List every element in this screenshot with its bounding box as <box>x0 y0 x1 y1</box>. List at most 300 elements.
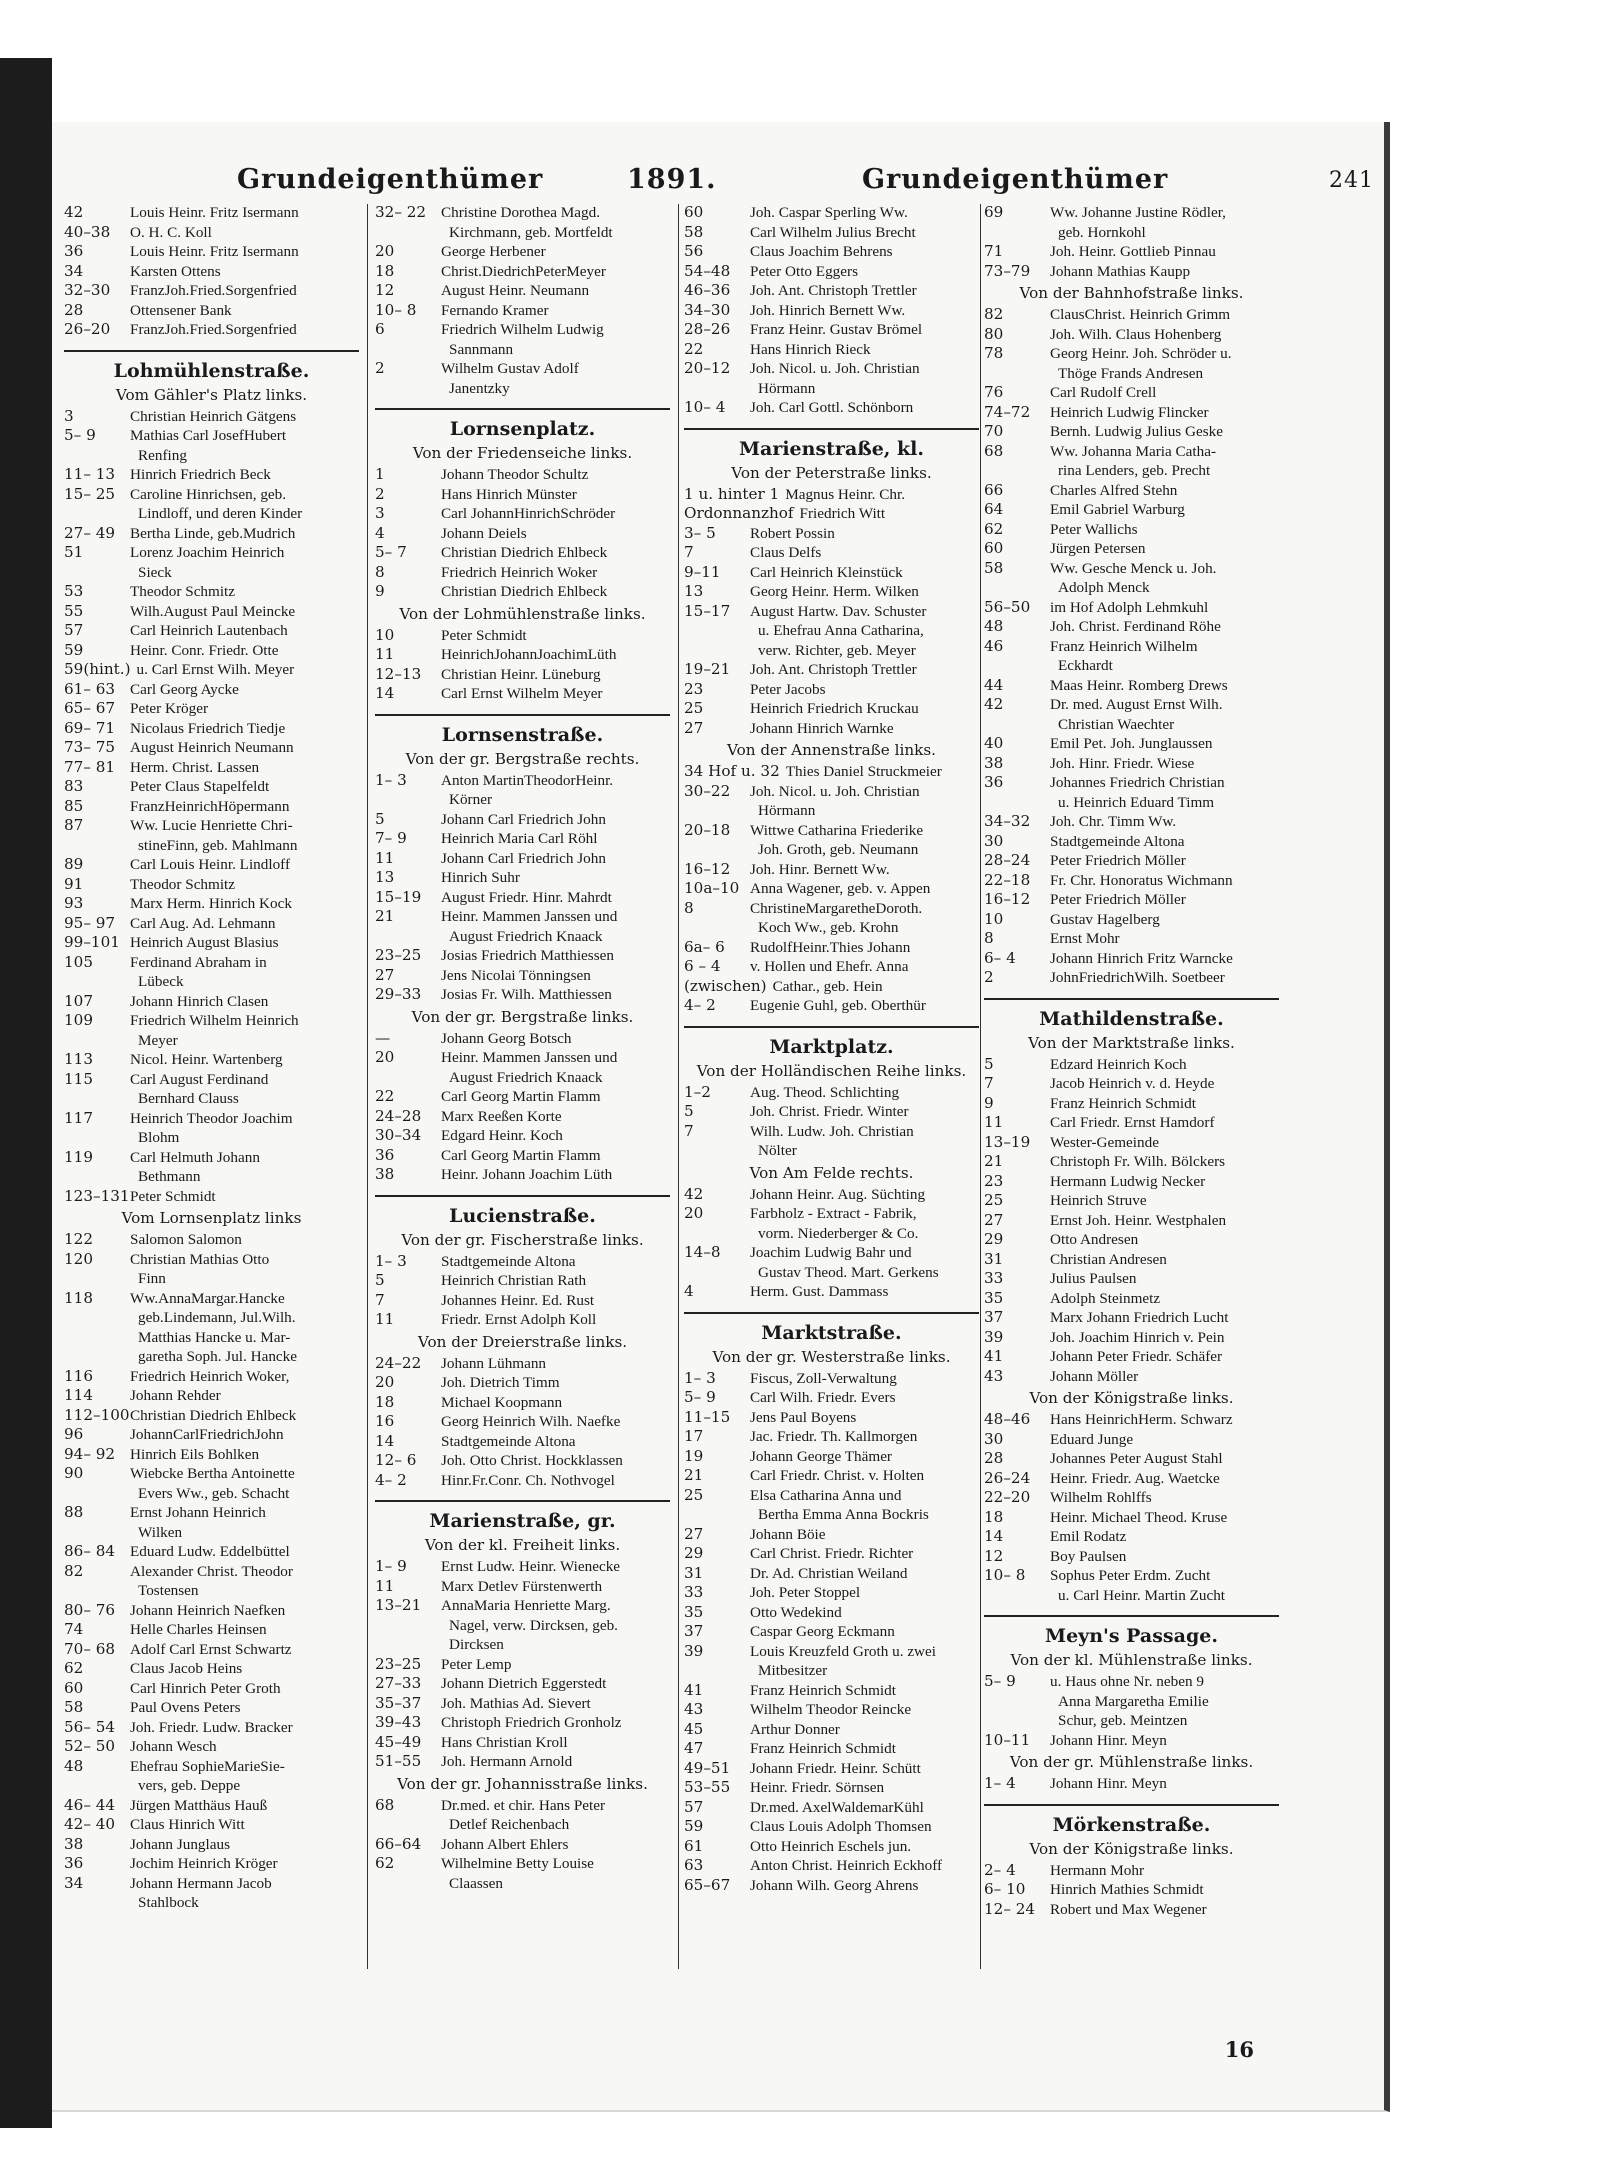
owner-name: Heinrich Theodor Joachim <box>130 1109 293 1127</box>
directory-entry <box>684 899 979 919</box>
owner-name: Renfing <box>138 446 187 464</box>
owner-name: Heinrich Struve <box>1050 1192 1147 1209</box>
directory-entry <box>984 559 1279 579</box>
owner-name: Carl Georg Aycke <box>130 680 239 698</box>
owner-name: Peter Wallichs <box>1050 520 1138 538</box>
owner-name: Joh. Ant. Christoph Trettler <box>750 282 917 299</box>
directory-entry <box>984 262 1279 282</box>
house-number: 70 <box>984 422 1004 440</box>
owner-name: Caroline Hinrichsen, geb. <box>130 485 287 503</box>
house-number: 19–21 <box>684 660 731 678</box>
owner-name: Johann Mathias Kaupp <box>1050 262 1191 280</box>
directory-entry <box>984 1347 1279 1367</box>
directory-entry <box>64 680 359 700</box>
directory-entry <box>375 320 670 340</box>
house-number: 11 <box>375 1310 395 1328</box>
owner-name: Nicol. Heinr. Wartenberg <box>130 1051 283 1068</box>
directory-entry <box>375 1126 670 1146</box>
directory-entry <box>984 242 1279 262</box>
owner-name: Franz Heinrich Schmidt <box>1050 1094 1196 1112</box>
owner-name: Dr.med. AxelWaldemarKühl <box>750 1798 924 1816</box>
owner-name: August Friedrich Knaack <box>449 927 603 945</box>
owner-name: Friedrich Wilhelm Heinrich <box>130 1012 299 1029</box>
owner-name: Carl Louis Heinr. Lindloff <box>130 856 291 873</box>
house-number: 80 <box>984 324 1004 343</box>
owner-name: Joh. Groth, geb. Neumann <box>758 841 919 858</box>
house-number: 3 <box>375 504 385 522</box>
house-number: 89 <box>64 855 84 873</box>
house-number: 46– 44 <box>64 1795 116 1814</box>
owner-name: Heinrich Friedrich Kruckau <box>750 700 919 717</box>
directory-entry <box>375 1557 670 1577</box>
house-number: 8 <box>375 562 385 581</box>
owner-name: Hinrich Mathies Schmidt <box>1050 1881 1204 1898</box>
owner-continuation <box>984 715 1279 735</box>
directory-entry <box>984 203 1279 223</box>
house-number: 7– 9 <box>375 829 407 847</box>
house-number: 90 <box>64 1464 84 1482</box>
owner-name: Maas Heinr. Romberg Drews <box>1050 676 1228 694</box>
owner-name: Louis Kreuzfeld Groth u. zwei <box>750 1642 936 1660</box>
directory-entry <box>375 1373 670 1393</box>
house-number: 6– 4 <box>984 948 1016 967</box>
owner-name: FranzHeinrichHöpermann <box>130 797 290 815</box>
owner-name: Heinrich Ludwig Flincker <box>1050 403 1209 421</box>
house-number: 30 <box>984 831 1004 850</box>
directory-entry <box>375 504 670 524</box>
owner-continuation <box>64 836 359 856</box>
owner-name: Johann Carl Friedrich John <box>441 849 606 867</box>
owner-name: Joh. Christ. Friedr. Winter <box>750 1103 909 1120</box>
directory-entry <box>64 1070 359 1090</box>
owner-continuation <box>984 364 1279 384</box>
house-number: 113 <box>64 1050 93 1068</box>
owner-name: Claus Joachim Behrens <box>750 243 893 260</box>
house-number: 109 <box>64 1011 93 1029</box>
house-number: 25 <box>684 1485 704 1504</box>
directory-entry <box>64 1796 359 1816</box>
owner-name: Hans Hinrich Rieck <box>750 340 871 358</box>
owner-name: Edzard Heinrich Koch <box>1050 1055 1187 1073</box>
owner-name: Franz Heinrich Schmidt <box>750 1740 896 1757</box>
owner-name: Ernst Ludw. Heinr. Wienecke <box>441 1558 621 1575</box>
directory-entry <box>984 1328 1279 1348</box>
owner-name: Heinrich Maria Carl Röhl <box>441 830 598 847</box>
house-number: 112–100 <box>64 1405 130 1424</box>
house-number: 16 <box>375 1412 395 1430</box>
house-number: 41 <box>684 1680 704 1699</box>
directory-entry <box>64 1562 359 1582</box>
house-number: 69– 71 <box>64 718 116 737</box>
house-number: 73–79 <box>984 261 1031 280</box>
directory-entry <box>684 359 979 379</box>
house-number: (zwischen) <box>684 976 767 995</box>
owner-continuation <box>64 1581 359 1601</box>
house-number: 12 <box>984 1546 1004 1565</box>
directory-entry <box>64 1503 359 1523</box>
house-number: 76 <box>984 383 1004 401</box>
house-number: 34–30 <box>684 300 731 319</box>
owner-name: Nölter <box>758 1142 797 1159</box>
owner-name: Meyer <box>138 1031 178 1049</box>
house-number: 37 <box>684 1622 704 1640</box>
owner-continuation <box>64 1347 359 1367</box>
directory-entry <box>64 1289 359 1309</box>
column-divider <box>980 204 981 1969</box>
owner-name: FranzJoh.Fried.Sorgenfried <box>130 321 297 338</box>
house-number: 9–11 <box>684 562 721 581</box>
house-number: 5– 9 <box>684 1388 716 1406</box>
house-number: 27– 49 <box>64 523 116 542</box>
owner-name: Joh. Wilh. Claus Hohenberg <box>1050 325 1222 343</box>
owner-name: Peter Friedrich Möller <box>1050 891 1186 908</box>
owner-name: Jacob Heinrich v. d. Heyde <box>1050 1075 1215 1092</box>
house-number: 39 <box>684 1641 704 1660</box>
directory-entry <box>64 797 359 817</box>
house-number: 56– 54 <box>64 1717 116 1736</box>
house-number: 119 <box>64 1147 93 1166</box>
directory-entry <box>375 1271 670 1291</box>
column-1 <box>64 203 359 2003</box>
house-number: 18 <box>375 1392 395 1411</box>
owner-name: Peter Otto Eggers <box>750 262 858 280</box>
owner-name: Franz Heinr. Gustav Brömel <box>750 321 923 338</box>
owner-continuation <box>984 656 1279 676</box>
house-number: 1– 4 <box>984 1774 1016 1792</box>
directory-entry <box>684 996 979 1016</box>
house-number: 27 <box>684 718 704 737</box>
owner-name: Christian Diedrich Ehlbeck <box>441 583 608 600</box>
column-divider <box>678 204 679 1969</box>
street-heading: Lornsenplatz. <box>375 408 670 440</box>
house-number: 6 <box>375 320 385 338</box>
owner-name: Adolph Menck <box>1058 579 1150 596</box>
owner-name: Koch Ww., geb. Krohn <box>758 919 899 936</box>
owner-name: Wester-Gemeinde <box>1050 1133 1159 1151</box>
house-number: 7 <box>684 543 694 561</box>
directory-entry <box>64 1718 359 1738</box>
directory-entry <box>64 1815 359 1835</box>
owner-name: Theodor Schmitz <box>130 583 236 600</box>
house-number: 23 <box>984 1171 1004 1190</box>
house-number: 36 <box>64 242 84 260</box>
house-number: 23–25 <box>375 946 422 964</box>
owner-name: Heinr. Mammen Janssen und <box>441 908 618 925</box>
owner-continuation <box>684 1141 979 1161</box>
owner-name: Claus Louis Adolph Thomsen <box>750 1818 932 1835</box>
street-heading: Lucienstraße. <box>375 1195 670 1227</box>
directory-entry <box>64 602 359 622</box>
house-number: 68 <box>984 441 1004 460</box>
directory-entry <box>984 1308 1279 1328</box>
house-number: 80– 76 <box>64 1600 116 1619</box>
house-number: 11 <box>984 1113 1004 1131</box>
house-number: 14 <box>984 1527 1004 1545</box>
house-number: 77– 81 <box>64 757 116 776</box>
owner-name: Johann Friedr. Heinr. Schütt <box>750 1759 921 1777</box>
house-number: 1–2 <box>684 1082 711 1101</box>
owner-name: RudolfHeinr.Thies Johann <box>750 938 911 956</box>
directory-entry <box>984 617 1279 637</box>
directory-entry <box>64 1367 359 1387</box>
directory-entry <box>64 1011 359 1031</box>
directory-entry <box>64 1854 359 1874</box>
directory-entry <box>684 485 979 505</box>
owner-name: Johann Wesch <box>130 1738 217 1755</box>
house-number: 61 <box>684 1836 704 1855</box>
owner-continuation <box>684 918 979 938</box>
house-number: 59 <box>64 640 84 659</box>
owner-continuation <box>375 379 670 399</box>
owner-name: Hans HeinrichHerm. Schwarz <box>1050 1411 1233 1428</box>
owner-name: Johann Albert Ehlers <box>441 1835 569 1853</box>
directory-entry <box>984 1367 1279 1387</box>
owner-continuation <box>375 1635 670 1655</box>
owner-name: Kirchmann, geb. Mortfeldt <box>449 223 613 241</box>
directory-entry <box>64 203 359 223</box>
directory-entry <box>375 966 670 986</box>
owner-continuation <box>64 1308 359 1328</box>
owner-name: Johann Möller <box>1050 1367 1139 1385</box>
owner-name: Joh. Mathias Ad. Sievert <box>441 1694 591 1712</box>
directory-entry <box>984 1410 1279 1430</box>
house-number: 117 <box>64 1108 93 1127</box>
house-number: 7 <box>984 1074 994 1092</box>
owner-name: Wilh. Ludw. Joh. Christian <box>750 1122 914 1140</box>
house-number: 35 <box>684 1602 704 1621</box>
house-number: 93 <box>64 894 84 912</box>
direction-note: Von der Königstraße links. <box>1029 1389 1234 1407</box>
directory-entry <box>64 1640 359 1660</box>
owner-name: Bertha Emma Anna Bockris <box>758 1506 929 1523</box>
house-number: 1– 3 <box>684 1368 716 1387</box>
directory-entry <box>64 262 359 282</box>
owner-name: Ww. Johanna Maria Catha- <box>1050 442 1217 460</box>
street-heading: Lohmühlenstraße. <box>64 350 359 382</box>
owner-name: Claus Hinrich Witt <box>130 1816 245 1833</box>
directory-entry <box>64 758 359 778</box>
owner-name: Marx Johann Friedrich Lucht <box>1050 1309 1229 1326</box>
owner-name: Otto Andresen <box>1050 1231 1139 1248</box>
directory-entry <box>984 1172 1279 1192</box>
directory-entry <box>375 1412 670 1432</box>
directory-entry <box>64 699 359 719</box>
house-number: 11 <box>375 1576 395 1595</box>
directory-entry <box>684 504 979 524</box>
owner-name: Karsten Ottens <box>130 262 221 280</box>
street-heading: Mörkenstraße. <box>984 1804 1279 1836</box>
house-number: 59(hint.) <box>64 660 131 678</box>
house-number: 118 <box>64 1288 93 1307</box>
direction-note: Von der Holländischen Reihe links. <box>696 1061 967 1080</box>
house-number: 38 <box>984 753 1004 772</box>
owner-name: Wilhelm Rohlffs <box>1050 1489 1152 1506</box>
house-number: 86– 84 <box>64 1542 116 1560</box>
house-number: 30–34 <box>375 1126 422 1144</box>
directory-entry <box>375 1146 670 1166</box>
owner-name: HeinrichJohannJoachimLüth <box>441 646 617 663</box>
directory-page <box>52 122 1390 2112</box>
house-number: 74–72 <box>984 402 1031 421</box>
house-number: 5 <box>375 1271 385 1289</box>
owner-name: Ernst Johann Heinrich <box>130 1504 266 1521</box>
house-number: 28–26 <box>684 320 731 338</box>
house-number: 66–64 <box>375 1834 422 1853</box>
house-number: 82 <box>984 305 1004 323</box>
house-number: Ordonnanzhof <box>684 504 794 522</box>
directory-entry <box>64 641 359 661</box>
owner-name: Anna Margaretha Emilie <box>1058 1692 1209 1710</box>
directory-entry <box>684 1856 979 1876</box>
directory-entry <box>375 1796 670 1816</box>
owner-name: Hans Hinrich Münster <box>441 485 577 503</box>
directory-entry <box>984 1527 1279 1547</box>
directory-entry <box>684 281 979 301</box>
owner-name: Joh. Carl Gottl. Schönborn <box>750 399 914 416</box>
house-number: 96 <box>64 1425 84 1443</box>
direction-note: Von der gr. Bergstraße links. <box>411 1007 634 1026</box>
owner-name: Caspar Georg Eckmann <box>750 1623 895 1640</box>
owner-name: Anna Wagener, geb. v. Appen <box>750 880 931 897</box>
owner-name: Gustav Hagelberg <box>1050 910 1160 928</box>
directory-entry <box>684 1603 979 1623</box>
owner-name: Johann Heinr. Aug. Süchting <box>750 1185 926 1203</box>
directory-entry <box>984 929 1279 949</box>
house-number: 45–49 <box>375 1732 422 1751</box>
directory-entry <box>375 1471 670 1491</box>
owner-name: Bernh. Ludwig Julius Geske <box>1050 423 1223 440</box>
owner-continuation <box>375 1874 670 1894</box>
house-number: 46 <box>984 636 1004 655</box>
directory-entry <box>684 398 979 418</box>
owner-name: Emil Gabriel Warburg <box>1050 501 1185 518</box>
house-number: 53–55 <box>684 1778 731 1796</box>
owner-name: Johann Heinrich Naefken <box>130 1601 286 1619</box>
house-number: 4 <box>684 1282 694 1300</box>
owner-name: Claus Delfs <box>750 544 822 561</box>
owner-name: Carl JohannHinrichSchröder <box>441 505 616 522</box>
directory-entry <box>684 1102 979 1122</box>
owner-continuation <box>684 1505 979 1525</box>
direction-note: Vom Gähler's Platz links. <box>115 385 308 404</box>
directory-entry <box>375 1432 670 1452</box>
owner-name: Paul Ovens Peters <box>130 1699 241 1716</box>
owner-name: August Heinrich Neumann <box>130 739 294 756</box>
directory-entry <box>984 734 1279 754</box>
directory-entry <box>984 1113 1279 1133</box>
directory-entry <box>375 829 670 849</box>
owner-name: Carl Heinrich Kleinstück <box>750 563 903 581</box>
owner-name: Jürgen Petersen <box>1050 540 1146 557</box>
house-number: 15–19 <box>375 887 422 906</box>
owner-name: Wittwe Catharina Friederike <box>750 821 924 839</box>
house-number: 95– 97 <box>64 913 116 932</box>
house-number: 23–25 <box>375 1654 422 1673</box>
owner-name: Christian Diedrich Ehlbeck <box>130 1406 297 1424</box>
street-heading: Marienstraße, gr. <box>375 1500 670 1532</box>
directory-entry <box>64 1698 359 1718</box>
owner-continuation <box>684 1661 979 1681</box>
owner-name: Joh. Caspar Sperling Ww. <box>750 204 908 221</box>
directory-entry <box>984 890 1279 910</box>
house-number: 11 <box>375 645 395 663</box>
owner-name: Sannmann <box>449 340 514 358</box>
directory-entry <box>64 1230 359 1250</box>
house-number: 17 <box>684 1427 704 1445</box>
house-number: 28 <box>984 1449 1004 1467</box>
directory-entry <box>375 1713 670 1733</box>
house-number: 39 <box>984 1327 1004 1346</box>
directory-entry <box>375 810 670 830</box>
directory-entry <box>684 543 979 563</box>
house-number: 37 <box>984 1308 1004 1326</box>
house-number: 34 <box>64 1873 84 1892</box>
directory-entry <box>64 1601 359 1621</box>
owner-name: Hermann Mohr <box>1050 1861 1145 1879</box>
house-number: 62 <box>64 1659 84 1677</box>
owner-name: Marx Herm. Hinrich Kock <box>130 895 292 912</box>
owner-name: Ferdinand Abraham in <box>130 953 267 971</box>
owner-name: Herm. Gust. Dammass <box>750 1283 889 1300</box>
owner-name: Johann Junglaus <box>130 1835 230 1853</box>
house-number: 22–20 <box>984 1488 1031 1506</box>
owner-name: Johann Rehder <box>130 1387 221 1404</box>
house-number: 58 <box>684 222 704 241</box>
owner-name: Joh. Chr. Timm Ww. <box>1050 813 1177 830</box>
owner-name: Carl Georg Martin Flamm <box>441 1146 601 1164</box>
owner-name: Joh. Nicol. u. Joh. Christian <box>750 360 920 377</box>
house-number: 10 <box>375 625 395 644</box>
house-number: 39–43 <box>375 1713 422 1731</box>
house-number: 10a–10 <box>684 879 740 897</box>
owner-name: Christian Mathias Otto <box>130 1250 270 1268</box>
house-number: 24–28 <box>375 1106 422 1125</box>
house-number: 10– 8 <box>375 300 417 319</box>
house-number: 12– 24 <box>984 1899 1036 1918</box>
directory-entry <box>984 949 1279 969</box>
owner-name: Hinrich Suhr <box>441 869 520 886</box>
owner-name: v. Hollen und Ehefr. Anna <box>750 958 909 975</box>
owner-name: Jürgen Matthäus Hauß <box>130 1796 268 1814</box>
house-number: 10– 4 <box>684 398 726 416</box>
owner-name: Janentzky <box>449 379 510 397</box>
owner-name: Stadtgemeinde Altona <box>441 1432 576 1450</box>
directory-entry <box>684 242 979 262</box>
owner-name: Bethmann <box>138 1168 201 1185</box>
owner-name: Charles Alfred Stehn <box>1050 481 1178 499</box>
directory-entry <box>684 1681 979 1701</box>
house-number: 58 <box>64 1698 84 1716</box>
owner-name: Carl Aug. Ad. Lehmann <box>130 914 276 932</box>
owner-name: Joh. Friedr. Ludw. Bracker <box>130 1718 293 1736</box>
directory-entry <box>64 992 359 1012</box>
directory-entry <box>984 871 1279 891</box>
owner-name: Otto Heinrich Eschels jun. <box>750 1837 912 1855</box>
house-number: 21 <box>375 907 395 925</box>
directory-entry <box>375 1393 670 1413</box>
owner-continuation <box>64 1269 359 1289</box>
directory-entry <box>64 426 359 446</box>
owner-name: JohnFriedrichWilh. Soetbeer <box>1050 969 1225 986</box>
owner-name: Wilh.August Paul Meincke <box>130 602 296 620</box>
house-number: 28–24 <box>984 851 1031 869</box>
owner-name: Heinr. Mammen Janssen und <box>441 1049 618 1066</box>
owner-name: Alexander Christ. Theodor <box>130 1562 293 1580</box>
house-number: 51 <box>64 543 84 561</box>
directory-entry <box>64 301 359 321</box>
directory-entry <box>684 699 979 719</box>
directory-entry <box>984 1861 1279 1881</box>
